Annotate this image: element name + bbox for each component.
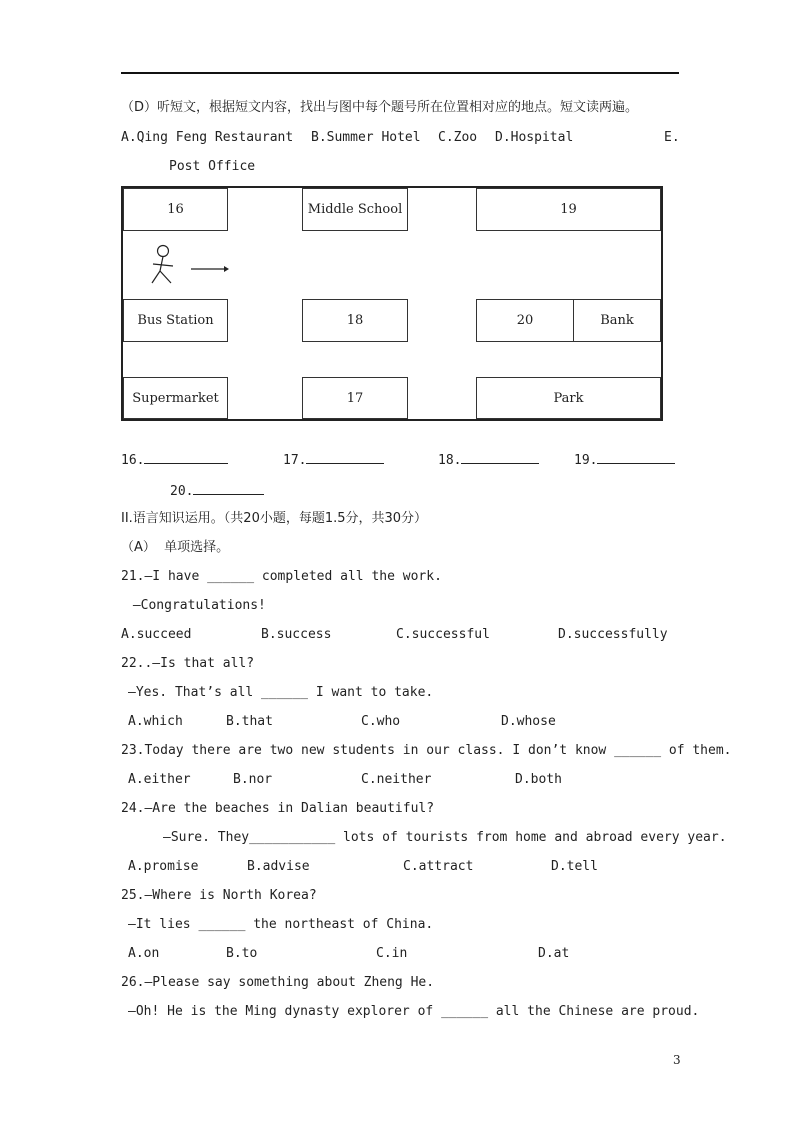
section-d-instruction: （D）听短文，根据短文内容，找出与图中每个题号所在位置相对应的地点。短文读两遍。 xyxy=(121,100,639,115)
map-cell-20: 20 xyxy=(476,299,574,342)
q23-option-d: D.both xyxy=(515,772,562,787)
blank-17-label: 17. xyxy=(283,453,307,468)
header-rule xyxy=(121,72,679,74)
blank-17 xyxy=(283,451,384,469)
map-park: Park xyxy=(476,377,661,419)
blank-18-label: 18. xyxy=(438,453,462,468)
arrow-right-icon xyxy=(190,259,230,269)
q24-option-a: A.promise xyxy=(128,859,199,874)
q24-option-c: C.attract xyxy=(403,859,474,874)
blank-19-line[interactable] xyxy=(597,451,675,464)
map-bus-station: Bus Station xyxy=(123,299,228,342)
blank-19 xyxy=(574,451,675,469)
map-middle-school: Middle School xyxy=(302,188,408,231)
q25-option-a: A.on xyxy=(128,946,160,961)
q21-option-b: B.success xyxy=(261,627,332,642)
person-icon xyxy=(149,244,179,286)
q25-response: —It lies ______ the northeast of China. xyxy=(128,917,434,932)
q24-question: 24.—Are the beaches in Dalian beautiful? xyxy=(121,801,435,816)
blank-18 xyxy=(438,451,539,469)
blank-18-line[interactable] xyxy=(461,451,539,464)
blank-16-label: 16. xyxy=(121,453,145,468)
option-b: B.Summer Hotel xyxy=(311,130,421,145)
q23-option-a: A.either xyxy=(128,772,191,787)
q22-option-a: A.which xyxy=(128,714,183,729)
q26-question: 26.—Please say something about Zheng He. xyxy=(121,975,435,990)
q24-response: —Sure. They___________ lots of tourists from home and abroad every year. xyxy=(163,830,727,845)
q25-option-c: C.in xyxy=(376,946,408,961)
blank-19-label: 19. xyxy=(574,453,598,468)
q24-option-d: D.tell xyxy=(551,859,598,874)
page-number: 3 xyxy=(673,1053,681,1067)
blank-16-line[interactable] xyxy=(144,451,228,464)
q21-option-c: C.successful xyxy=(396,627,490,642)
map-cell-18: 18 xyxy=(302,299,408,342)
q21-response: —Congratulations! xyxy=(125,598,266,613)
q25-option-d: D.at xyxy=(538,946,570,961)
part2-subsection-a: （A） 单项选择。 xyxy=(121,540,230,555)
q25-question: 25.—Where is North Korea? xyxy=(121,888,317,903)
blank-20-line[interactable] xyxy=(193,482,264,495)
q22-response: —Yes. That’s all ______ I want to take. xyxy=(128,685,434,700)
q22-option-d: D.whose xyxy=(501,714,556,729)
q22-option-b: B.that xyxy=(226,714,273,729)
option-a: A.Qing Feng Restaurant xyxy=(121,130,294,145)
q21-option-a: A.succeed xyxy=(121,627,192,642)
option-c: C.Zoo xyxy=(438,130,478,145)
q23-question: 23.Today there are two new students in our class. I don’t know ______ of them. xyxy=(121,743,732,758)
q23-option-b: B.nor xyxy=(233,772,273,787)
option-e-text: Post Office xyxy=(169,159,256,174)
q25-option-b: B.to xyxy=(226,946,258,961)
street-map xyxy=(121,186,663,421)
q21-option-d: D.successfully xyxy=(558,627,668,642)
blank-17-line[interactable] xyxy=(306,451,384,464)
option-d: D.Hospital xyxy=(495,130,574,145)
map-cell-16: 16 xyxy=(123,188,228,231)
q21-question: 21.—I have ______ completed all the work. xyxy=(121,569,442,584)
map-supermarket: Supermarket xyxy=(123,377,228,419)
map-cell-19: 19 xyxy=(476,188,661,231)
map-cell-17: 17 xyxy=(302,377,408,419)
q26-response: —Oh! He is the Ming dynasty explorer of ______ all the Chinese are proud. xyxy=(128,1004,700,1019)
blank-20-label: 20. xyxy=(170,484,194,499)
q24-option-b: B.advise xyxy=(247,859,310,874)
q22-option-c: C.who xyxy=(361,714,401,729)
option-e: E. xyxy=(664,130,680,145)
blank-20 xyxy=(170,482,264,500)
part2-title: II.语言知识运用。（共20小题，每题1.5分，共30分） xyxy=(121,511,428,526)
map-bank: Bank xyxy=(573,299,661,342)
blank-16 xyxy=(121,451,228,469)
q23-option-c: C.neither xyxy=(361,772,432,787)
q22-question: 22..—Is that all? xyxy=(121,656,255,671)
